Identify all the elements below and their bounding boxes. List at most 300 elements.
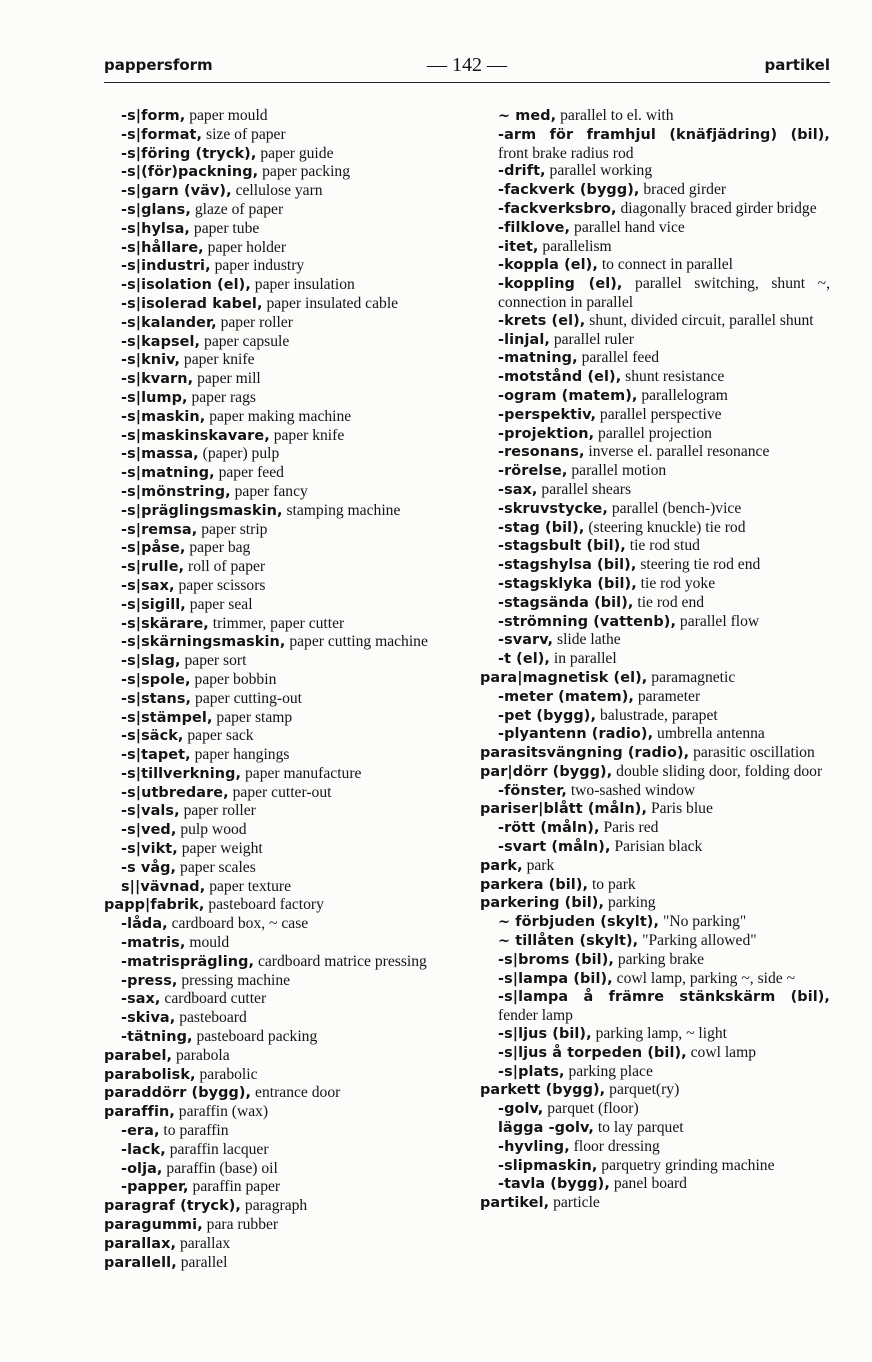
entry-translation: parallel perspective	[599, 405, 722, 423]
dictionary-entry	[480, 500, 830, 519]
right-column	[480, 107, 830, 1213]
dictionary-entry	[104, 239, 454, 258]
entry-headword: paraffin,	[104, 1104, 175, 1121]
entry-headword: -s|rulle,	[121, 559, 185, 576]
entry-headword: -s|maskinskavare,	[121, 427, 270, 444]
dictionary-entry	[104, 163, 454, 182]
entry-translation: paraffin lacquer	[169, 1140, 269, 1158]
entry-headword: -s|kapsel,	[121, 333, 201, 350]
dictionary-entry	[480, 387, 830, 406]
entry-translation: glaze of paper	[194, 200, 284, 218]
dictionary-entry	[480, 688, 830, 707]
entry-headword: -s|hylsa,	[121, 220, 190, 237]
entry-translation: slide lathe	[557, 631, 621, 649]
dictionary-entry	[104, 1160, 454, 1179]
dictionary-entry	[480, 462, 830, 481]
dictionary-entry	[104, 1047, 454, 1066]
entry-translation: parallel	[180, 1253, 228, 1271]
dictionary-entry	[104, 314, 454, 333]
dictionary-entry	[480, 443, 830, 462]
entry-translation: pasteboard	[179, 1009, 247, 1027]
entry-headword: -s|massa,	[121, 446, 199, 463]
entry-headword: -s|mönstring,	[121, 483, 231, 500]
entry-headword: lägga -golv,	[498, 1120, 594, 1137]
entry-translation: paper bobbin	[194, 670, 277, 688]
dictionary-entry	[104, 878, 454, 897]
dictionary-entry	[104, 257, 454, 276]
entry-translation: paper stamp	[216, 708, 293, 726]
dictionary-entry	[104, 389, 454, 408]
entry-headword: -tavla (bygg),	[498, 1176, 610, 1193]
entry-translation: paper scissors	[178, 576, 266, 594]
entry-translation: shunt, divided circuit, parallel shunt	[589, 311, 814, 329]
entry-translation: double sliding door, folding door	[616, 762, 823, 780]
entry-headword: -s|utbredare,	[121, 784, 229, 801]
entry-headword: -pet (bygg),	[498, 707, 597, 724]
entry-translation: diagonally braced girder bridge	[620, 199, 817, 217]
entry-translation: mould	[189, 934, 230, 952]
dictionary-entry	[104, 1178, 454, 1197]
entry-translation: parallel switching, shunt ~, connection in parallel	[498, 275, 830, 311]
entry-translation: paper knife	[273, 426, 345, 444]
entry-translation: cellulose yarn	[235, 182, 323, 200]
dictionary-entry	[480, 1063, 830, 1082]
dictionary-entry	[480, 349, 830, 368]
entry-headword: -s våg,	[121, 859, 177, 876]
dictionary-entry	[104, 859, 454, 878]
dictionary-entry	[104, 107, 454, 126]
entry-headword: para|magnetisk (el),	[480, 669, 648, 686]
dictionary-entry	[480, 669, 830, 688]
dictionary-entry	[480, 932, 830, 951]
dictionary-entry	[104, 746, 454, 765]
entry-translation: parquet(ry)	[609, 1081, 680, 1099]
entry-translation: particle	[553, 1194, 600, 1212]
entry-headword: ~ tillåten (skylt),	[498, 933, 639, 950]
dictionary-entry	[104, 896, 454, 915]
entry-headword: -s|(för)packning,	[121, 164, 259, 181]
entry-translation: parking brake	[617, 950, 705, 968]
entry-translation: paper capsule	[204, 332, 290, 350]
entry-translation: steering tie rod end	[640, 556, 761, 574]
dictionary-entry	[480, 800, 830, 819]
dictionary-entry	[480, 126, 830, 163]
entry-headword: -arm för framhjul (knäfjädring) (bil),	[498, 126, 830, 143]
entry-headword: -s|lampa (bil),	[498, 970, 613, 987]
dictionary-entry	[104, 521, 454, 540]
entry-headword: s||vävnad,	[121, 878, 206, 895]
dictionary-entry	[104, 1103, 454, 1122]
entry-translation: cardboard matrice pressing	[257, 952, 427, 970]
dictionary-entry	[104, 145, 454, 164]
entry-translation: paper fancy	[234, 482, 308, 500]
left-column	[104, 107, 454, 1272]
entry-translation: umbrella antenna	[657, 725, 765, 743]
dictionary-entry	[104, 802, 454, 821]
entry-translation: parallel projection	[598, 424, 712, 442]
entry-headword: -plyantenn (radio),	[498, 726, 654, 743]
entry-translation: parameter	[637, 687, 701, 705]
entry-headword: -s|vals,	[121, 803, 180, 820]
dictionary-entry	[480, 1044, 830, 1063]
entry-translation: paper mill	[197, 370, 261, 388]
header-left-guideword: pappersform	[104, 56, 213, 74]
entry-translation: in parallel	[553, 650, 617, 668]
entry-translation: "Parking allowed"	[642, 932, 757, 950]
dictionary-entry	[104, 727, 454, 746]
dictionary-entry	[480, 913, 830, 932]
entry-headword: -hyvling,	[498, 1138, 570, 1155]
entry-translation: pasteboard packing	[196, 1028, 318, 1046]
entry-headword: -s|säck,	[121, 728, 184, 745]
entry-translation: paper industry	[214, 257, 305, 275]
dictionary-entry	[480, 425, 830, 444]
entry-headword: -rött (måln),	[498, 820, 600, 837]
dictionary-entry	[480, 613, 830, 632]
entry-translation: parallel shears	[541, 480, 632, 498]
dictionary-entry	[480, 857, 830, 876]
entry-headword: -låda,	[121, 916, 168, 933]
entry-headword: -koppling (el),	[498, 276, 623, 293]
entry-headword: -s|glans,	[121, 201, 191, 218]
entry-translation: trimmer, paper cutter	[212, 614, 345, 632]
entry-translation: parquetry grinding machine	[601, 1156, 775, 1174]
entry-translation: paraffin (base) oil	[166, 1159, 278, 1177]
entry-translation: floor dressing	[573, 1137, 660, 1155]
entry-translation: cardboard cutter	[164, 990, 267, 1008]
entry-translation: tie rod stud	[629, 537, 700, 555]
dictionary-entry	[104, 577, 454, 596]
entry-headword: -s|föring (tryck),	[121, 145, 257, 162]
entry-translation: braced girder	[643, 181, 727, 199]
entry-headword: -svart (måln),	[498, 839, 611, 856]
entry-headword: -s|tillverkning,	[121, 765, 242, 782]
entry-headword: partikel,	[480, 1195, 550, 1212]
entry-headword: -matrisprägling,	[121, 953, 255, 970]
entry-headword: -s|format,	[121, 126, 203, 143]
entry-translation: parking place	[568, 1062, 653, 1080]
entry-translation: cardboard box, ~ case	[171, 915, 309, 933]
entry-translation: paramagnetic	[651, 668, 736, 686]
entry-translation: stamping machine	[286, 501, 401, 519]
entry-translation: balustrade, parapet	[599, 706, 718, 724]
entry-headword: -fönster,	[498, 782, 567, 799]
entry-headword: -koppla (el),	[498, 257, 598, 274]
entry-translation: parallel feed	[581, 349, 660, 367]
entry-translation: paper strip	[201, 520, 268, 538]
entry-headword: papp|fabrik,	[104, 897, 205, 914]
entry-translation: parallel working	[549, 162, 653, 180]
dictionary-entry	[104, 276, 454, 295]
entry-headword: ~ förbjuden (skylt),	[498, 914, 660, 931]
entry-translation: parallel flow	[679, 612, 760, 630]
entry-translation: paraffin (wax)	[178, 1103, 269, 1121]
dictionary-entry	[480, 181, 830, 200]
entry-headword: parkera (bil),	[480, 876, 589, 893]
entry-translation: paper roller	[220, 313, 293, 331]
page-number: — 142 —	[427, 54, 507, 76]
entry-headword: -s|sigill,	[121, 596, 186, 613]
entry-translation: parallelogram	[641, 386, 728, 404]
entry-translation: paper cutting machine	[289, 633, 428, 651]
entry-headword: par|dörr (bygg),	[480, 763, 613, 780]
entry-translation: parasitic oscillation	[693, 744, 815, 762]
entry-headword: -s|ljus (bil),	[498, 1026, 592, 1043]
header-rule	[104, 82, 830, 83]
dictionary-entry	[104, 370, 454, 389]
entry-headword: -skiva,	[121, 1010, 176, 1027]
entry-translation: inverse el. parallel resonance	[588, 443, 770, 461]
entry-translation: paper knife	[183, 351, 255, 369]
entry-headword: -drift,	[498, 163, 546, 180]
entry-headword: -motstånd (el),	[498, 369, 622, 386]
entry-translation: paper scales	[180, 858, 256, 876]
dictionary-entry	[104, 502, 454, 521]
entry-headword: -s|industri,	[121, 258, 211, 275]
dictionary-entry	[104, 596, 454, 615]
page-header	[104, 56, 830, 80]
entry-headword: -svarv,	[498, 632, 554, 649]
entry-translation: (paper) pulp	[202, 445, 280, 463]
dictionary-entry	[104, 934, 454, 953]
entry-headword: -linjal,	[498, 331, 550, 348]
dictionary-entry	[480, 219, 830, 238]
dictionary-entry	[480, 107, 830, 126]
entry-headword: paragraf (tryck),	[104, 1198, 241, 1215]
dictionary-entry	[104, 1028, 454, 1047]
dictionary-entry	[104, 1216, 454, 1235]
dictionary-entry	[480, 1119, 830, 1138]
entry-translation: pressing machine	[181, 971, 291, 989]
entry-translation: parallelism	[542, 237, 612, 255]
entry-headword: -s|sax,	[121, 577, 175, 594]
dictionary-entry	[480, 312, 830, 331]
dictionary-entry	[104, 821, 454, 840]
entry-headword: -ogram (matem),	[498, 387, 638, 404]
entry-headword: -sax,	[498, 481, 538, 498]
dictionary-entry	[104, 295, 454, 314]
dictionary-entry	[480, 650, 830, 669]
entry-headword: -stagsklyka (bil),	[498, 575, 637, 592]
entry-headword: -s|ved,	[121, 822, 177, 839]
dictionary-entry	[480, 1175, 830, 1194]
entry-translation: parallel hand vice	[574, 218, 685, 236]
entry-translation: roll of paper	[188, 558, 266, 576]
dictionary-entry	[104, 1122, 454, 1141]
entry-headword: -era,	[121, 1123, 160, 1140]
dictionary-entry	[104, 690, 454, 709]
entry-translation: paper insulated cable	[266, 294, 399, 312]
dictionary-entry	[104, 784, 454, 803]
dictionary-entry	[104, 220, 454, 239]
entry-headword: park,	[480, 857, 523, 874]
entry-headword: -t (el),	[498, 651, 550, 668]
entry-translation: to connect in parallel	[601, 256, 734, 274]
entry-headword: -papper,	[121, 1179, 189, 1196]
dictionary-entry	[480, 725, 830, 744]
dictionary-entry	[104, 953, 454, 972]
entry-headword: -projektion,	[498, 425, 595, 442]
entry-headword: -krets (el),	[498, 312, 586, 329]
entry-headword: -s|garn (väv),	[121, 183, 232, 200]
entry-headword: paraddörr (bygg),	[104, 1085, 252, 1102]
entry-headword: -stagsända (bil),	[498, 594, 634, 611]
dictionary-entry	[104, 201, 454, 220]
entry-translation: Paris blue	[650, 800, 713, 818]
entry-translation: parallel motion	[571, 462, 667, 480]
dictionary-entry	[104, 615, 454, 634]
entry-headword: parabel,	[104, 1047, 173, 1064]
entry-headword: -s|kvarn,	[121, 371, 194, 388]
entry-headword: -s|stämpel,	[121, 709, 213, 726]
entry-translation: paper cutter-out	[232, 783, 332, 801]
entry-headword: -s|skärare,	[121, 615, 209, 632]
entry-translation: paper bag	[189, 539, 251, 557]
dictionary-entry	[480, 1081, 830, 1100]
entry-translation: fender lamp	[498, 1007, 573, 1025]
entry-translation: paper packing	[262, 163, 350, 181]
entry-headword: -skruvstycke,	[498, 500, 608, 517]
entry-headword: -olja,	[121, 1160, 163, 1177]
entry-translation: paper texture	[209, 877, 292, 895]
dictionary-entry	[480, 951, 830, 970]
entry-translation: paraffin paper	[192, 1178, 281, 1196]
dictionary-entry	[104, 1254, 454, 1273]
dictionary-entry	[480, 1138, 830, 1157]
dictionary-entry	[480, 537, 830, 556]
entry-headword: -s|skärningsmaskin,	[121, 634, 286, 651]
entry-headword: -s|påse,	[121, 540, 186, 557]
entry-translation: parabolic	[199, 1065, 258, 1083]
entry-translation: pasteboard factory	[208, 896, 324, 914]
entry-headword: -fackverksbro,	[498, 200, 617, 217]
entry-translation: Paris red	[603, 819, 659, 837]
header-right-guideword: partikel	[764, 56, 830, 74]
entry-headword: -stagsbult (bil),	[498, 538, 626, 555]
entry-translation: paper seal	[189, 595, 253, 613]
entry-translation: shunt resistance	[625, 368, 725, 386]
entry-translation: parking lamp, ~ light	[595, 1025, 728, 1043]
dictionary-entry	[480, 556, 830, 575]
entry-headword: pariser|blått (måln),	[480, 801, 648, 818]
entry-headword: -lack,	[121, 1141, 166, 1158]
dictionary-entry	[104, 408, 454, 427]
entry-headword: -filklove,	[498, 219, 571, 236]
dictionary-entry	[480, 1025, 830, 1044]
dictionary-entry	[480, 876, 830, 895]
entry-translation: "No parking"	[662, 913, 747, 931]
entry-headword: -s|broms (bil),	[498, 951, 614, 968]
entry-translation: paper sort	[184, 652, 247, 670]
dictionary-entry	[480, 256, 830, 275]
dictionary-entry	[480, 707, 830, 726]
entry-headword: -s|isolation (el),	[121, 277, 251, 294]
entry-headword: -s|lampa å främre stänkskärm (bil),	[498, 989, 830, 1006]
entry-headword: -stagshylsa (bil),	[498, 557, 637, 574]
dictionary-entry	[480, 238, 830, 257]
entry-translation: parking	[607, 894, 656, 912]
dictionary-entry	[480, 368, 830, 387]
entry-translation: size of paper	[206, 125, 286, 143]
entry-headword: -sax,	[121, 991, 161, 1008]
dictionary-entry	[480, 519, 830, 538]
entry-translation: paper insulation	[254, 276, 355, 294]
entry-translation: entrance door	[255, 1084, 341, 1102]
entry-headword: -meter (matem),	[498, 688, 634, 705]
dictionary-entry	[104, 539, 454, 558]
entry-headword: parkering (bil),	[480, 895, 605, 912]
dictionary-entry	[104, 333, 454, 352]
entry-translation: pulp wood	[180, 821, 247, 839]
dictionary-entry	[480, 406, 830, 425]
entry-translation: paper rags	[191, 388, 256, 406]
entry-translation: cowl lamp, parking ~, side ~	[616, 969, 796, 987]
dictionary-entry	[104, 671, 454, 690]
dictionary-entry	[480, 970, 830, 989]
entry-headword: -strömning (vattenb),	[498, 613, 677, 630]
dictionary-entry	[480, 988, 830, 1025]
entry-headword: -s|ljus å torpeden (bil),	[498, 1044, 687, 1061]
dictionary-entry	[480, 894, 830, 913]
entry-headword: -resonans,	[498, 444, 585, 461]
entry-headword: -stag (bil),	[498, 519, 585, 536]
dictionary-entry	[480, 1157, 830, 1176]
dictionary-entry	[104, 765, 454, 784]
entry-headword: -matning,	[498, 350, 578, 367]
entry-translation: paper sack	[187, 727, 254, 745]
dictionary-entry	[480, 481, 830, 500]
entry-translation: paper weight	[181, 840, 263, 858]
entry-headword: parkett (bygg),	[480, 1082, 606, 1099]
entry-translation: park	[526, 856, 555, 874]
entry-translation: paper guide	[260, 144, 334, 162]
dictionary-entry	[104, 464, 454, 483]
entry-headword: -s|matning,	[121, 465, 215, 482]
dictionary-entry	[104, 126, 454, 145]
entry-translation: parallax	[179, 1234, 231, 1252]
entry-translation: paper holder	[207, 238, 287, 256]
dictionary-entry	[104, 351, 454, 370]
dictionary-entry	[104, 990, 454, 1009]
entry-translation: tie rod end	[637, 593, 705, 611]
entry-translation: (steering knuckle) tie rod	[588, 518, 746, 536]
dictionary-entry	[480, 744, 830, 763]
dictionary-entry	[480, 594, 830, 613]
entry-headword: paragummi,	[104, 1217, 203, 1234]
dictionary-entry	[480, 162, 830, 181]
entry-translation: parabola	[176, 1046, 230, 1064]
dictionary-entry	[104, 483, 454, 502]
entry-headword: -s|tapet,	[121, 747, 191, 764]
entry-headword: -s|slag,	[121, 653, 181, 670]
entry-translation: front brake radius rod	[498, 144, 634, 162]
entry-translation: to lay parquet	[597, 1119, 684, 1137]
entry-translation: to paraffin	[163, 1122, 229, 1140]
dictionary-entry	[480, 782, 830, 801]
dictionary-entry	[104, 1235, 454, 1254]
entry-headword: -rörelse,	[498, 463, 568, 480]
entry-headword: -s|spole,	[121, 671, 191, 688]
entry-translation: Parisian black	[614, 838, 703, 856]
dictionary-entry	[104, 1141, 454, 1160]
dictionary-entry	[104, 1084, 454, 1103]
entry-translation: paper making machine	[209, 407, 352, 425]
entry-headword: -s|lump,	[121, 389, 188, 406]
entry-headword: -press,	[121, 972, 178, 989]
entry-translation: parallel ruler	[553, 330, 634, 348]
dictionary-entry	[104, 445, 454, 464]
entry-translation: paper mould	[189, 107, 268, 124]
